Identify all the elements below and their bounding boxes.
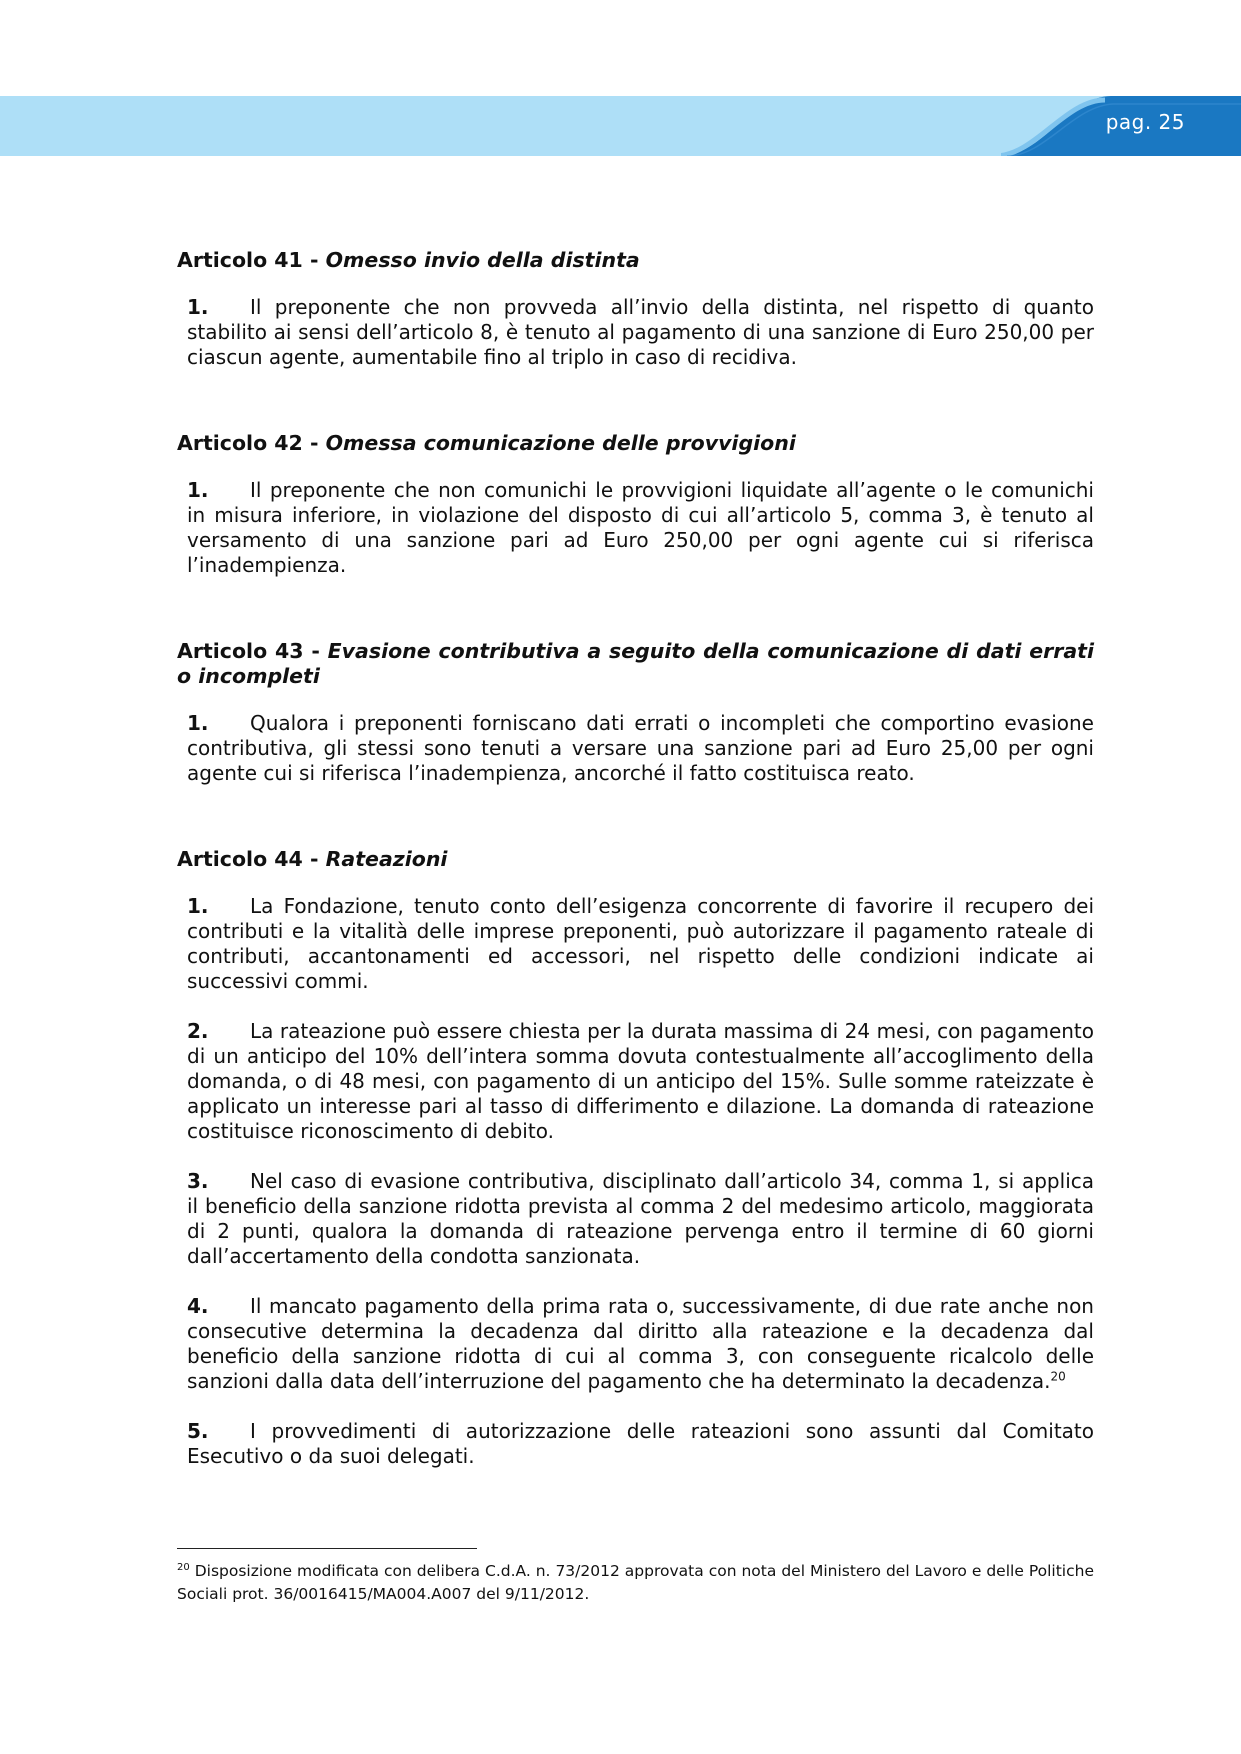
article-number: Articolo 42 <box>177 431 303 455</box>
article-paragraph <box>187 1419 1094 1469</box>
article-number: Articolo 44 <box>177 847 303 871</box>
footnote-reference[interactable]: 20 <box>1050 1369 1066 1384</box>
footnote-text: Disposizione modificata con delibera C.d.A. n. 73/2012 approvata con nota del Ministero del Lavoro e delle Politiche Sociali prot. 36/0016415/MA004.A007 del 9/11/2012. <box>177 1562 1094 1603</box>
paragraph-number: 2. <box>187 1019 209 1043</box>
article-number: Articolo 41 <box>177 248 303 272</box>
article-41 <box>177 248 1094 370</box>
paragraph-text: I provvedimenti di autorizzazione delle rateazioni sono assunti dal Comitato Esecutivo o da suoi delegati. <box>187 1419 1094 1468</box>
article-paragraph <box>187 295 1094 370</box>
article-paragraph <box>187 1019 1094 1144</box>
article-heading: Articolo 41 - Omesso invio della distinta <box>177 248 640 272</box>
article-paragraph <box>187 1294 1094 1394</box>
article-paragraph <box>187 478 1094 578</box>
page-number-tab <box>1001 96 1241 156</box>
article-number: Articolo 43 <box>177 639 304 663</box>
article-43 <box>177 639 1094 786</box>
paragraph-number: 4. <box>187 1294 209 1318</box>
paragraph-text: La rateazione può essere chiesta per la durata massima di 24 mesi, con pagamento di un anticipo del 10% dell’intera somma dovuta contestualmente all’accoglimento della domanda, o di 48 mesi, con pagamento di un anticipo del 15%. Sulle somme rateizzate è applicato un interesse pari al tasso di differimento e dilazione. La domanda di rateazione costituisce riconoscimento di debito. <box>187 1019 1094 1143</box>
footnote <box>177 1560 1094 1606</box>
document-body <box>177 248 1094 1494</box>
paragraph-number: 5. <box>187 1419 209 1443</box>
article-subject: Omesso invio della distinta <box>325 248 640 272</box>
paragraph-text: Qualora i preponenti forniscano dati errati o incompleti che comportino evasione contributiva, gli stessi sono tenuti a versare una sanzione pari ad Euro 25,00 per ogni agente cui si riferisca l’inadempienza, ancorché il fatto costituisca reato. <box>187 711 1094 785</box>
article-subject: Evasione contributiva a seguito della comunicazione di dati errati o incompleti <box>177 639 1095 688</box>
article-42 <box>177 431 1094 578</box>
article-heading: Articolo 44 - Rateazioni <box>177 847 448 871</box>
header-band <box>0 96 1241 156</box>
footnote-divider <box>177 1548 477 1549</box>
page-number: pag. 25 <box>1105 110 1185 134</box>
paragraph-number: 1. <box>187 478 209 502</box>
paragraph-text: La Fondazione, tenuto conto dell’esigenza concorrente di favorire il recupero dei contributi e la vitalità delle imprese preponenti, può autorizzare il pagamento rateale di contributi, accantonamenti ed accessori, nel rispetto delle condizioni indicate ai successivi commi. <box>187 894 1094 993</box>
paragraph-text: Il preponente che non comunichi le provvigioni liquidate all’agente o le comunichi in misura inferiore, in violazione del disposto di cui all’articolo 5, comma 3, è tenuto al versamento di una sanzione pari ad Euro 250,00 per ogni agente cui si riferisca l’inadempienza. <box>187 478 1094 577</box>
article-subject: Omessa comunicazione delle provvigioni <box>325 431 796 455</box>
paragraph-number: 1. <box>187 711 209 735</box>
paragraph-text: Il preponente che non provveda all’invio della distinta, nel rispetto di quanto stabilito ai sensi dell’articolo 8, è tenuto al pagamento di una sanzione di Euro 250,00 per ciascun agente, aumentabile fino al triplo in caso di recidiva. <box>187 295 1094 369</box>
article-paragraph <box>187 711 1094 786</box>
article-44 <box>177 847 1094 1469</box>
article-paragraph <box>187 1169 1094 1269</box>
article-heading: Articolo 42 - Omessa comunicazione delle provvigioni <box>177 431 796 455</box>
paragraph-number: 1. <box>187 295 209 319</box>
paragraph-text: Nel caso di evasione contributiva, disciplinato dall’articolo 34, comma 1, si applica il beneficio della sanzione ridotta prevista al comma 2 del medesimo articolo, maggiorata di 2 punti, qualora la domanda di rateazione pervenga entro il termine di 60 giorni dall’accertamento della condotta sanzionata. <box>187 1169 1094 1268</box>
article-subject: Rateazioni <box>325 847 448 871</box>
paragraph-number: 3. <box>187 1169 209 1193</box>
footnote-number: 20 <box>177 1561 190 1573</box>
article-paragraph <box>187 894 1094 994</box>
paragraph-number: 1. <box>187 894 209 918</box>
article-heading: Articolo 43 - Evasione contributiva a seguito della comunicazione di dati errati o incompleti <box>177 639 1095 688</box>
paragraph-text: Il mancato pagamento della prima rata o, successivamente, di due rate anche non consecutive determina la decadenza dal diritto alla rateazione e la decadenza dal beneficio della sanzione ridotta di cui al comma 3, con conseguente ricalcolo delle sanzioni dalla data dell’interruzione del pagamento che ha determinato la decadenza. <box>187 1294 1094 1393</box>
